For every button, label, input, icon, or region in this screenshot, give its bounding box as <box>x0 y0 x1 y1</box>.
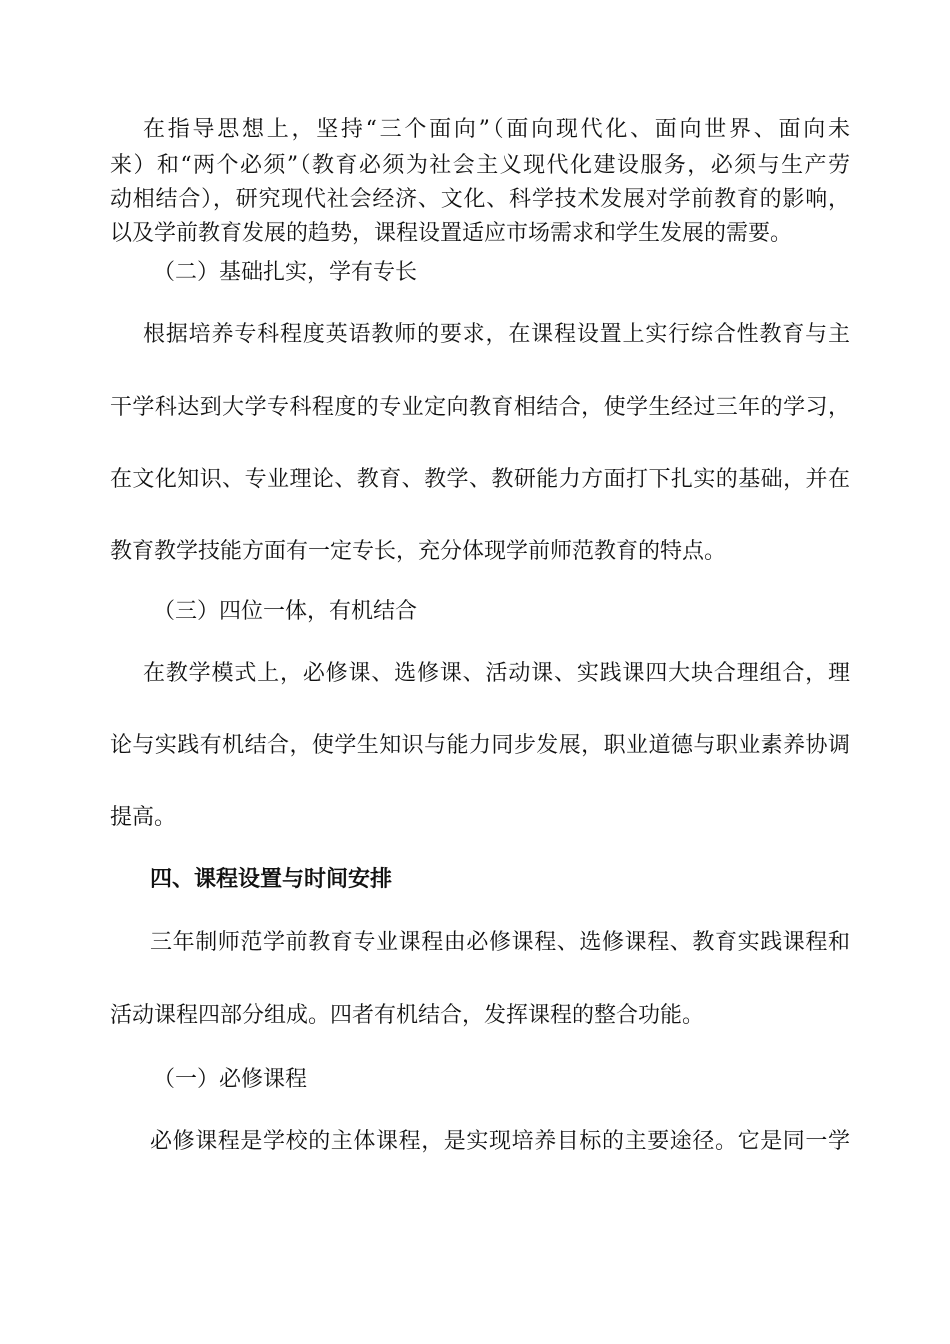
paragraph-training-requirements-line-3: 在文化知识、专业理论、教育、教学、教研能力方面打下扎实的基础，并在 <box>110 467 850 492</box>
section-heading-four-in-one: （三）四位一体，有机结合 <box>153 599 418 624</box>
chapter-heading-curriculum-and-schedule: 四、课程设置与时间安排 <box>150 867 393 892</box>
paragraph-training-requirements-line-4: 教育教学技能方面有一定专长，充分体现学前师范教育的特点。 <box>110 539 727 564</box>
paragraph-teaching-mode-line-2: 论与实践有机结合，使学生知识与能力同步发展，职业道德与职业素养协调 <box>110 733 850 758</box>
paragraph-guiding-ideology-line-4: 以及学前教育发展的趋势，课程设置适应市场需求和学生发展的需要。 <box>110 221 793 246</box>
paragraph-training-requirements-line-2: 干学科达到大学专科程度的专业定向教育相结合，使学生经过三年的学习， <box>110 395 850 420</box>
paragraph-guiding-ideology-line-1: 在指导思想上，坚持“三个面向”（面向现代化、面向世界、面向未 <box>143 117 850 142</box>
paragraph-teaching-mode-line-1: 在教学模式上，必修课、选修课、活动课、实践课四大块合理组合，理 <box>143 661 850 686</box>
paragraph-required-courses-line-1: 必修课程是学校的主体课程，是实现培养目标的主要途径。它是同一学 <box>150 1129 850 1154</box>
paragraph-training-requirements-line-1: 根据培养专科程度英语教师的要求，在课程设置上实行综合性教育与主 <box>143 322 850 347</box>
paragraph-guiding-ideology-line-3: 动相结合），研究现代社会经济、文化、科学技术发展对学前教育的影响， <box>110 187 850 212</box>
paragraph-guiding-ideology-line-2: 来）和“两个必须”（教育必须为社会主义现代化建设服务，必须与生产劳 <box>110 153 850 178</box>
paragraph-teaching-mode-line-3: 提高。 <box>110 805 177 830</box>
subsection-heading-required-courses: （一）必修课程 <box>153 1067 308 1092</box>
paragraph-curriculum-composition-line-1: 三年制师范学前教育专业课程由必修课程、选修课程、教育实践课程和 <box>150 930 850 955</box>
section-heading-solid-foundation: （二）基础扎实，学有专长 <box>153 260 418 285</box>
paragraph-curriculum-composition-line-2: 活动课程四部分组成。四者有机结合，发挥课程的整合功能。 <box>110 1003 705 1028</box>
